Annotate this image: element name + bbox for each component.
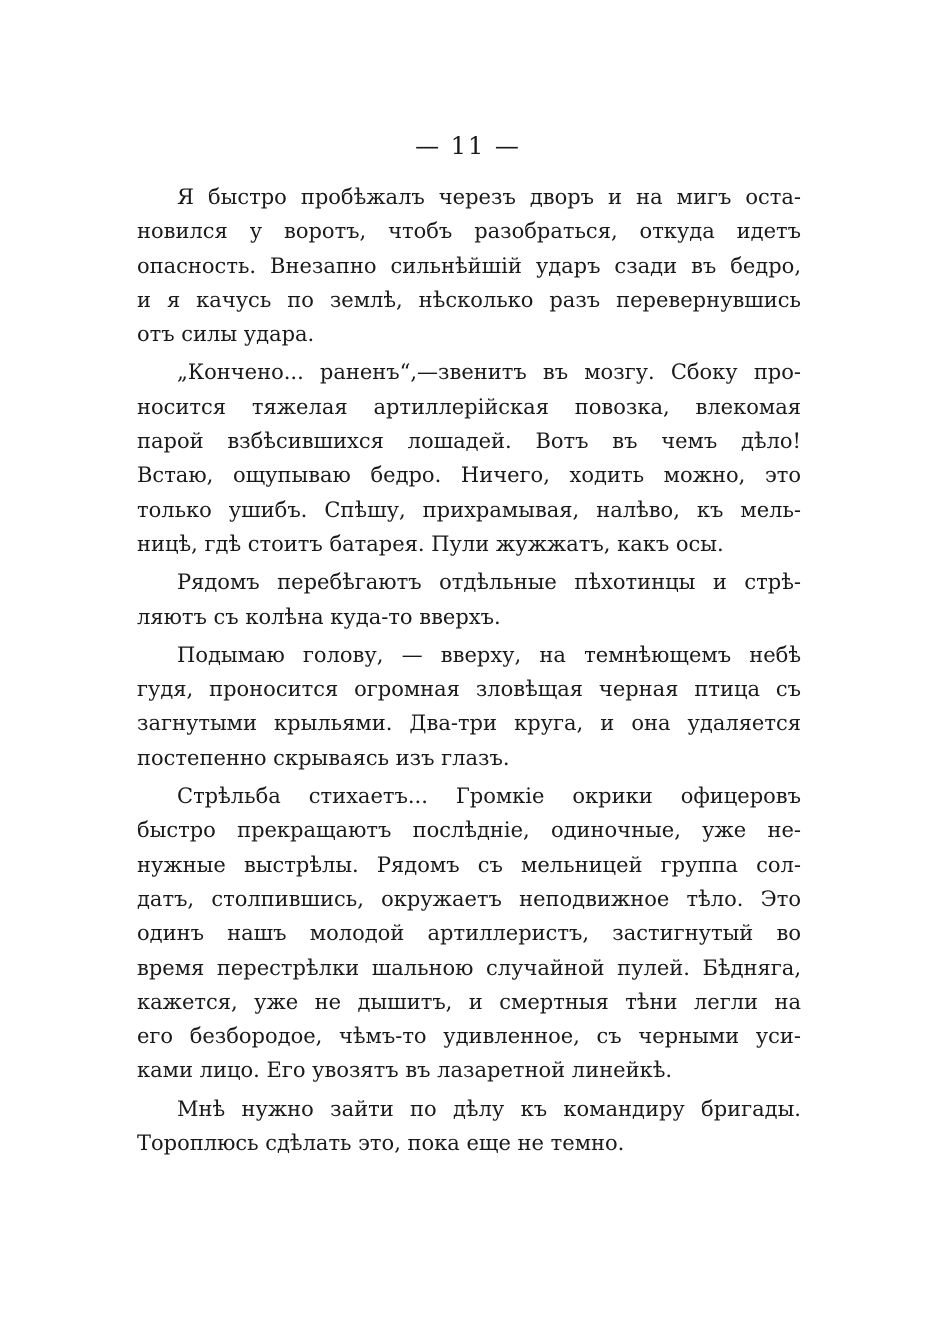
page-number: — 11 —: [415, 132, 521, 160]
text-line: гудя, проносится огромная зловѣщая черная птица съ: [137, 677, 801, 702]
paragraph-5: [137, 779, 801, 1088]
text-line: ницѣ, гдѣ стоитъ батарея. Пули жужжатъ, какъ осы.: [137, 531, 724, 556]
text-line: ками лицо. Его увозятъ въ лазаретной линейкѣ.: [137, 1058, 673, 1083]
text-line: одинъ нашъ молодой артиллеристъ, застигнутый во: [137, 921, 801, 946]
text-line: Мнѣ нужно зайти по дѣлу къ командиру бригады.: [177, 1096, 801, 1121]
text-line: Тороплюсь сдѣлать это, пока еще не темно.: [137, 1131, 625, 1156]
text-line: нужные выстрѣлы. Рядомъ съ мельницей группа сол-: [137, 852, 801, 877]
text-line: новился у воротъ, чтобъ разобраться, откуда идетъ: [137, 219, 801, 244]
paragraph-6: [137, 1092, 801, 1161]
text-line: Встаю, ощупываю бедро. Ничего, ходить можно, это: [137, 463, 801, 488]
text-line: постепенно скрываясь изъ глазъ.: [137, 745, 510, 770]
paragraph-4: [137, 638, 801, 775]
text-line: опасность. Внезапно сильнѣйшій ударъ сзади въ бедро,: [137, 253, 801, 278]
text-line: быстро прекращаютъ послѣдніе, одиночные, уже не-: [137, 818, 801, 843]
text-line: датъ, столпившись, окружаетъ неподвижное тѣло. Это: [137, 886, 801, 911]
text-line: Стрѣльба стихаетъ... Громкіе окрики офицеровъ: [177, 784, 801, 809]
text-line: только ушибъ. Спѣшу, прихрамывая, налѣво, къ мель-: [137, 497, 801, 522]
paragraph-1: [137, 180, 801, 351]
text-line: и я качусь по землѣ, нѣсколько разъ перевернувшись: [137, 287, 801, 312]
text-line: отъ силы удара.: [137, 322, 315, 347]
text-line: парой взбѣсившихся лошадей. Вотъ въ чемъ дѣло!: [137, 429, 801, 454]
text-line: ляютъ съ колѣна куда-то вверхъ.: [137, 604, 501, 629]
text-line: время перестрѣлки шальною случайной пулей. Бѣдняга,: [137, 955, 801, 980]
text-line: „Кончено... раненъ“,—звенитъ въ мозгу. Сбоку про-: [177, 360, 801, 385]
text-line: Подымаю голову, — вверху, на темнѣющемъ небѣ: [177, 642, 801, 667]
text-line: загнутыми крыльями. Два-три круга, и она удаляется: [137, 711, 801, 736]
paragraph-3: [137, 565, 801, 634]
text-line: кажется, уже не дышитъ, и смертныя тѣни легли на: [137, 989, 801, 1014]
paragraph-2: [137, 355, 801, 561]
text-line: носится тяжелая артиллерійская повозка, влекомая: [137, 394, 801, 419]
text-line: его безбородое, чѣмъ-то удивленное, съ черными уси-: [137, 1024, 801, 1049]
text-line: Я быстро пробѣжалъ черезъ дворъ и на мигъ оста-: [177, 185, 801, 209]
body-text: [137, 180, 801, 1160]
text-line: Рядомъ перебѣгаютъ отдѣльные пѣхотинцы и стрѣ-: [177, 570, 801, 595]
